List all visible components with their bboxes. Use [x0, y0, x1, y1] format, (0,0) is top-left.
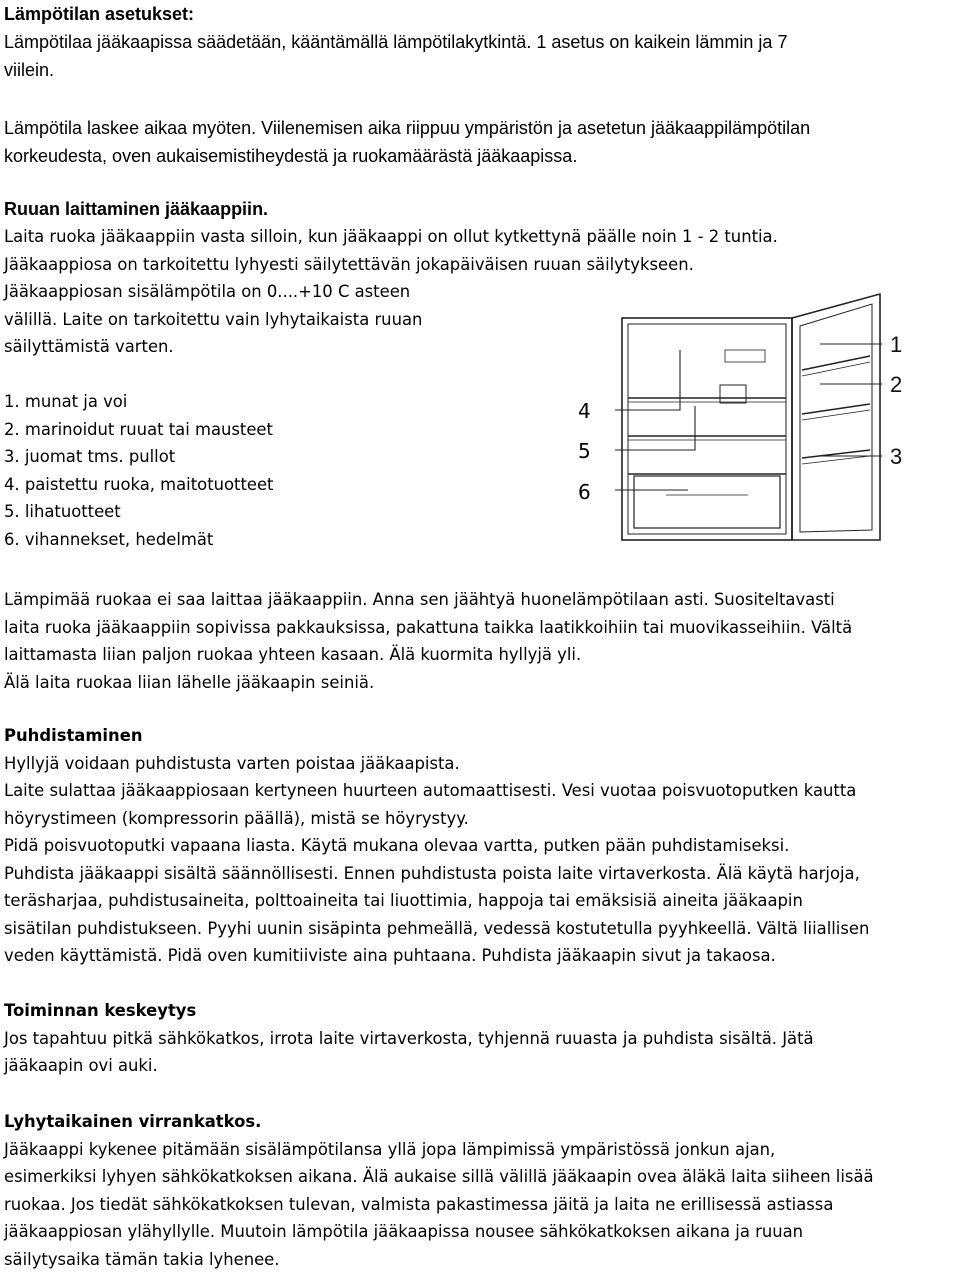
outage-line-2: esimerkiksi lyhyen sähkökatkoksen aikana. Älä aukaise sillä välillä jääkaapin ovea äläkä laita siiheen lisää — [4, 1163, 874, 1191]
shelf-item-list — [4, 388, 274, 553]
list-item: 3. juomat tms. pullot — [4, 443, 274, 471]
diagram-label-5: 5 — [578, 439, 591, 463]
loading-heading: Ruuan laittaminen jääkaappiin. — [4, 195, 268, 223]
section-cooling-time — [4, 114, 810, 170]
section-cleaning — [4, 722, 869, 970]
interruption-line-2: jääkaapin ovi auki. — [4, 1052, 814, 1080]
section-interruption — [4, 997, 814, 1080]
cleaning-heading: Puhdistaminen — [4, 722, 869, 750]
warm-food-line-1: Lämpimää ruokaa ei saa laittaa jääkaappiin. Anna sen jäähtyä huonelämpötilaan asti. Suositeltavasti — [4, 586, 852, 614]
temperature-heading: Lämpötilan asetukset: — [4, 0, 787, 28]
fridge-cabinet — [622, 318, 792, 540]
diagram-callout-3: 3 — [890, 444, 902, 469]
interruption-line-1: Jos tapahtuu pitkä sähkökatkos, irrota laite virtaverkosta, tyhjennä ruuasta ja puhdista sisältä. Jätä — [4, 1025, 814, 1053]
section-warm-food — [4, 586, 852, 696]
fridge-door — [792, 294, 880, 540]
list-item: 5. lihatuotteet — [4, 498, 274, 526]
diagram-label-6: 6 — [578, 480, 591, 504]
warm-food-line-3: laittamasta liian paljon ruokaa yhteen kasaan. Älä kuormita hyllyjä yli. — [4, 641, 852, 669]
cleaning-line-4: Pidä poisvuotoputki vapaana liasta. Käytä mukana olevaa vartta, putken pään puhdistamiseksi. — [4, 832, 869, 860]
cleaning-line-5: Puhdista jääkaappi sisältä säännöllisesti. Ennen puhdistusta poista laite virtaverkosta. Älä käytä harjoja, — [4, 860, 869, 888]
temperature-line-1: Lämpötilaa jääkaapissa säädetään, kääntämällä lämpötilakytkintä. 1 asetus on kaikein lämmin ja 7 — [4, 28, 787, 56]
temperature-line-2: viilein. — [4, 56, 787, 84]
diagram-label-4: 4 — [578, 399, 591, 423]
thermostat-box — [720, 385, 746, 403]
cleaning-line-6: teräsharjaa, puhdistusaineita, polttoaineita tai liuottimia, happoja tai emäksisiä aineita jääkaapin — [4, 887, 869, 915]
loading-heading-block — [4, 195, 268, 223]
section-short-outage — [4, 1108, 874, 1273]
loading-line-4: välillä. Laite on tarkoitettu vain lyhytaikaista ruuan — [4, 306, 778, 334]
cooling-line-1: Lämpötila laskee aikaa myöten. Viilenemisen aika riippuu ympäristön ja asetetun jääkaappilämpötilan — [4, 114, 810, 142]
outage-line-3: ruokaa. Jos tiedät sähkökatkoksen tulevan, valmista pakastimessa jäitä ja laita ne erillisessä astiassa — [4, 1191, 874, 1219]
diagram-callout-2: 2 — [890, 372, 902, 397]
loading-line-5: säilyttämistä varten. — [4, 333, 778, 361]
outage-line-4: jääkaappiosan ylähyllylle. Muutoin lämpötila jääkaapissa nousee sähkökatkoksen aikana ja ruuan — [4, 1218, 874, 1246]
cleaning-line-3: höyrystimeen (kompressorin päällä), mistä se höyrystyy. — [4, 805, 869, 833]
warm-food-line-2: laita ruoka jääkaappiin sopivissa pakkauksissa, pakattuna taikka laatikkoihiin tai muovikasseihiin. Vältä — [4, 614, 852, 642]
cleaning-line-1: Hyllyjä voidaan puhdistusta varten poistaa jääkaapista. — [4, 750, 869, 778]
section-temperature-settings — [4, 0, 787, 84]
diagram-callout-1: 1 — [890, 332, 902, 357]
cleaning-line-8: veden käyttämistä. Pidä oven kumitiiviste aina puhtaana. Puhdista jääkaapin sivut ja takaosa. — [4, 942, 869, 970]
loading-line-3: Jääkaappiosan sisälämpötila on 0....+10 C asteen — [4, 278, 778, 306]
cooling-line-2: korkeudesta, oven aukaisemistiheydestä ja ruokamäärästä jääkaapissa. — [4, 142, 810, 170]
outage-heading: Lyhytaikainen virrankatkos. — [4, 1108, 874, 1136]
list-item: 6. vihannekset, hedelmät — [4, 526, 274, 554]
list-item: 1. munat ja voi — [4, 388, 274, 416]
list-item: 2. marinoidut ruuat tai mausteet — [4, 416, 274, 444]
cleaning-line-2: Laite sulattaa jääkaappiosaan kertyneen huurteen automaattisesti. Vesi vuotaa poisvuotoputken kautta — [4, 777, 869, 805]
interruption-heading: Toiminnan keskeytys — [4, 997, 814, 1025]
outage-line-5: säilytysaika tämän takia lyhenee. — [4, 1246, 874, 1273]
list-item: 4. paistettu ruoka, maitotuotteet — [4, 471, 274, 499]
warm-food-line-4: Älä laita ruokaa liian lähelle jääkaapin seiniä. — [4, 669, 852, 697]
outage-line-1: Jääkaappi kykenee pitämään sisälämpötilansa yllä jopa lämpimissä ympäristössä jonkun ajan, — [4, 1136, 874, 1164]
crisper-drawer — [634, 476, 780, 528]
loading-line-1: Laita ruoka jääkaappiin vasta silloin, kun jääkaappi on ollut kytkettynä päälle noin 1 - 2 tuntia. — [4, 223, 778, 251]
fridge-diagram — [570, 290, 960, 545]
cleaning-line-7: sisätilan puhdistukseen. Pyyhi uunin sisäpinta pehmeällä, vedessä kostutetulla pyyhkeellä. Vältä liiallisen — [4, 915, 869, 943]
loading-line-2: Jääkaappiosa on tarkoitettu lyhyesti säilytettävän jokapäiväisen ruuan säilytykseen. — [4, 251, 778, 279]
